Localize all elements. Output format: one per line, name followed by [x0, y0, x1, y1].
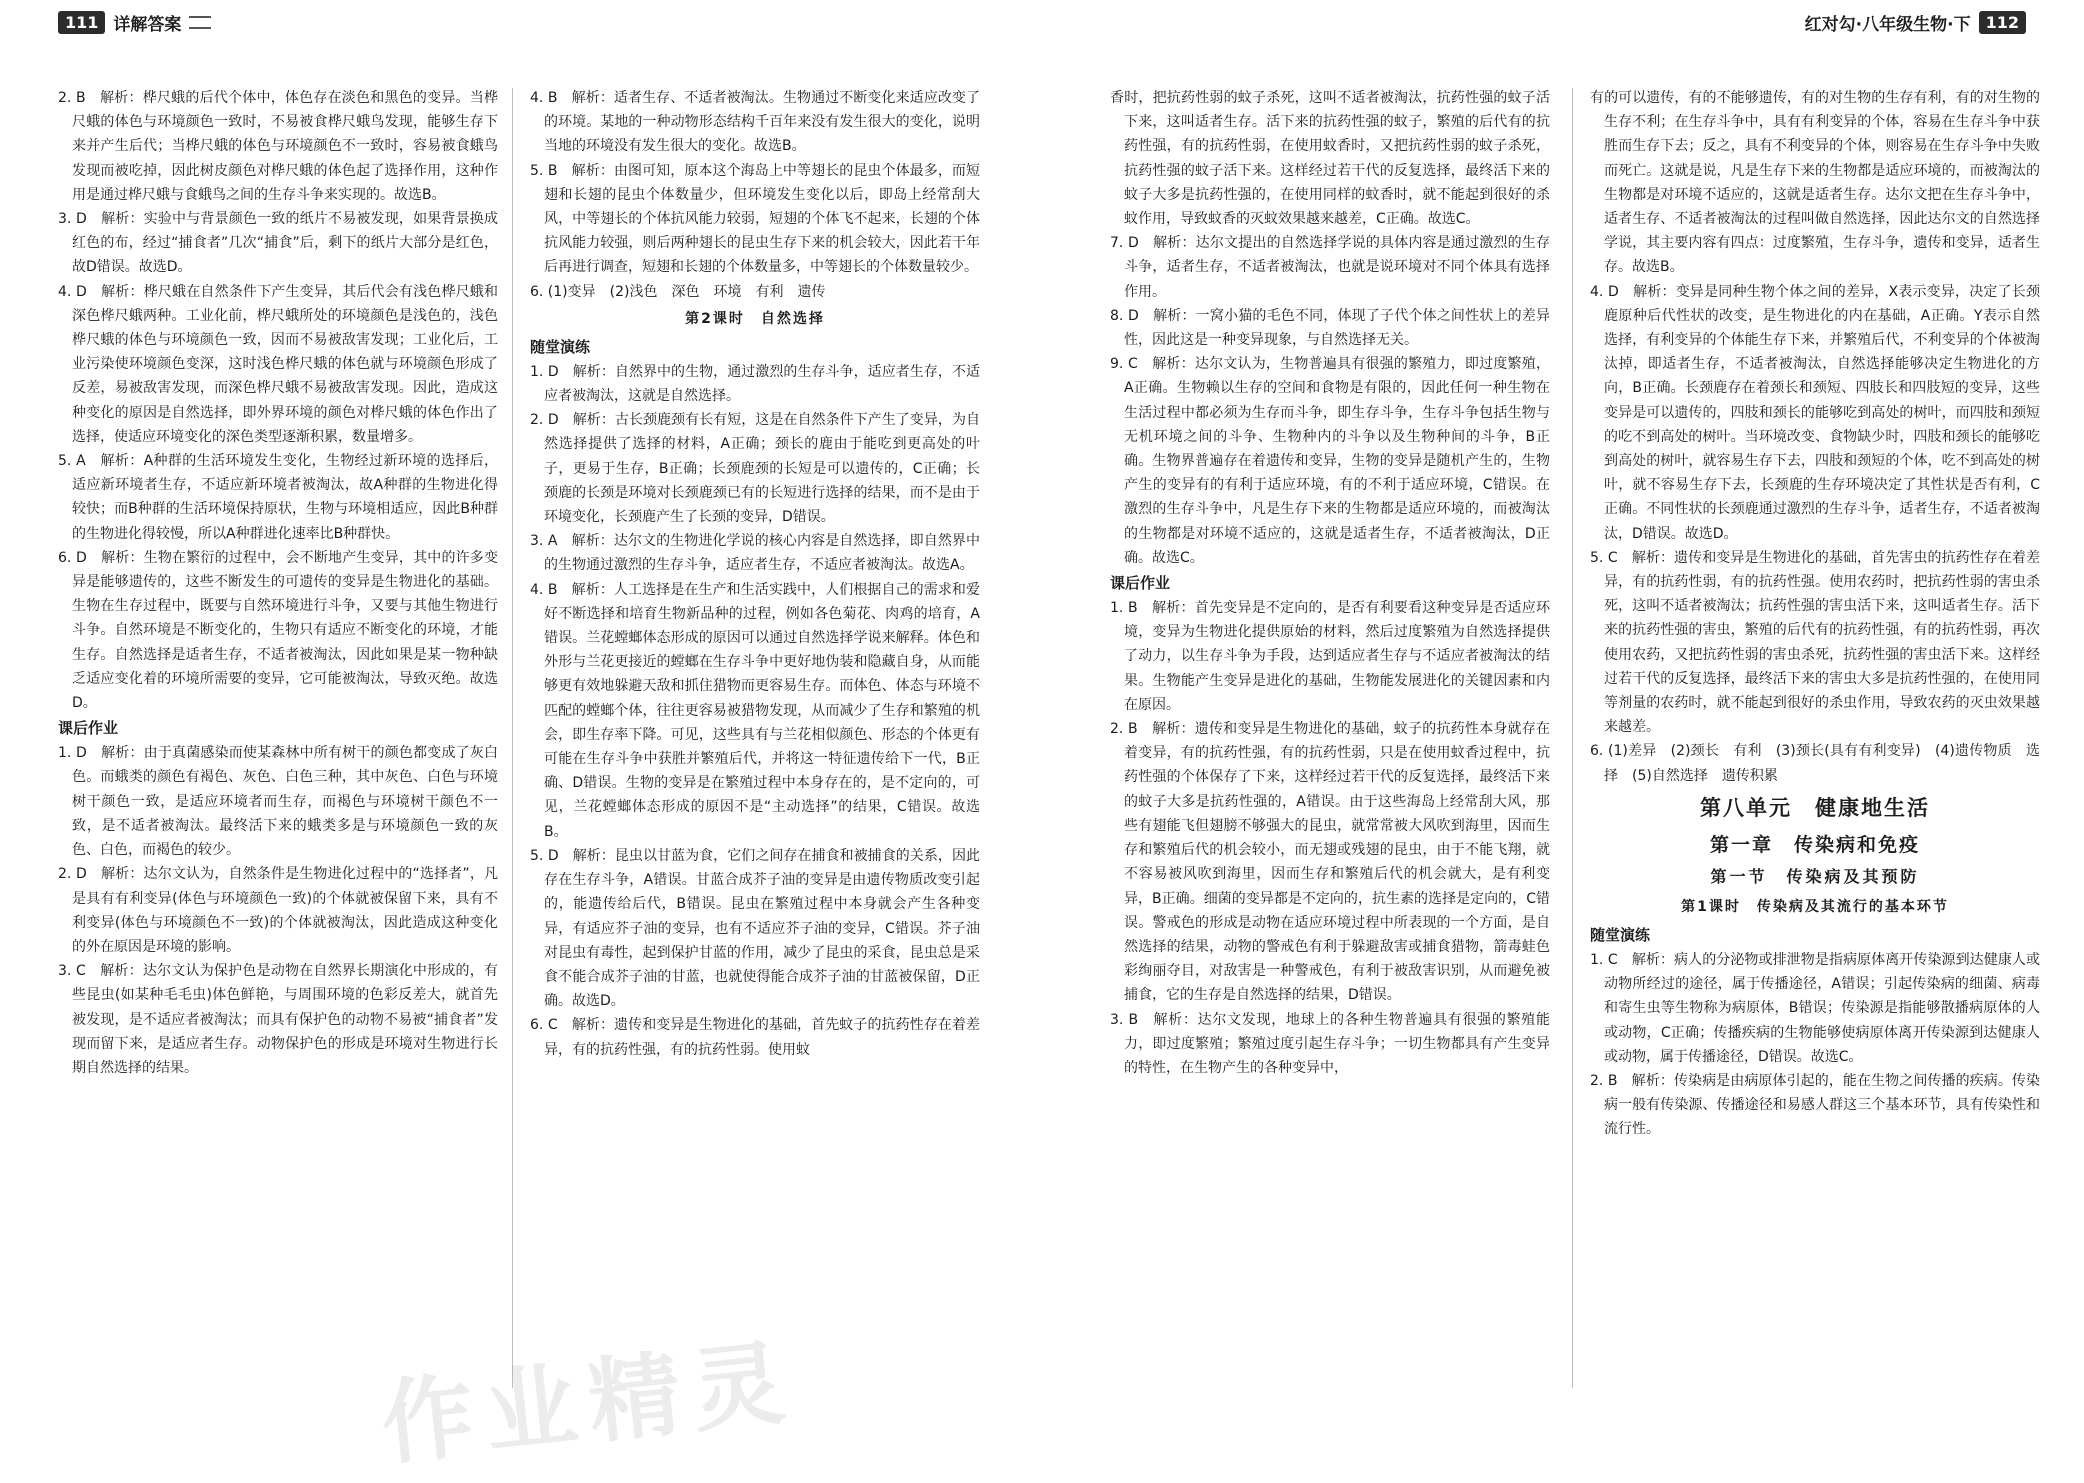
- left-header: [0, 0, 1042, 44]
- answer-item: 有的可以遗传，有的不能够遗传，有的对生物的生存有利，有的对生物的生存不利；在生存斗争中，具有有利变异的个体，容易在生存斗争中获胜而生存下去；反之，具有不利变异的个体，则容易在生存斗争中失败而死亡。这就是说，凡是生存下来的生物都是适应环境的，而被淘汰的生物都是对环境不适应的，这就是适者生存。达尔文把在生存斗争中，适者生存、不适者被淘汰的过程叫做自然选择，因此达尔文的自然选择学说，其主要内容有四点：过度繁殖，生存斗争，遗传和变异，适者生存。故选B。: [1590, 90, 2040, 276]
- text-column-4: [1590, 86, 2040, 1142]
- section-heading: 随堂演练: [530, 337, 591, 356]
- answer-item: 1. B 解析：首先变异是不定向的，是否有利要看这种变异是否适应环境，变异为生物进化提供原始的材料，然后过度繁殖为自然选择提供了动力，以生存斗争为手段，达到适应者生存与不适应者被淘汰的结果。生物能产生变异是进化的基础，生物能发展进化的关键因素和内在原因。: [1110, 600, 1550, 713]
- answer-item: 3. D 解析：实验中与背景颜色一致的纸片不易被发现，如果背景换成红色的布，经过“捕食者”几次“捕食”后，剩下的纸片大部分是红色，故D错误。故选D。: [58, 211, 498, 276]
- answer-item: 1. C 解析：病人的分泌物或排泄物是指病原体离开传染源到达健康人或动物所经过的途径，属于传播途径，A错误；引起传染病的细菌、病毒和寄生虫等生物称为病原体，B错误；传染源是指能够散播病原体的人或动物，C正确；传播疾病的生物能够使病原体离开传染源到达健康人或动物，属于传播途径，D错误。故选C。: [1590, 951, 2040, 1065]
- answer-item: 2. D 解析：古长颈鹿颈有长有短，这是在自然条件下产生了变异，为自然选择提供了选择的材料，A正确；颈长的鹿由于能吃到更高处的叶子，更易于生存，B正确；长颈鹿颈的长短是可以遗传的，C正确；长颈鹿的长颈是环境对长颈鹿颈已有的长短进行选择的结果，而不是由于环境变化，长颈鹿产生了长颈的变异，D错误。: [530, 412, 980, 526]
- answer-item: 5. C 解析：遗传和变异是生物进化的基础，首先害虫的抗药性存在着差异，有的抗药性弱，有的抗药性强。使用农药时，把抗药性弱的害虫杀死，这叫不适者被淘汰；抗药性强的害虫活下来，这叫适者生存。活下来的抗药性强的害虫，繁殖的后代有的抗药性强，有的抗药性弱，再次使用农药，又把抗药性弱的害虫杀死，抗药性强的害虫活下来。这样经过若干代的反复选择，最终活下来的害虫大多是抗药性强的，在使用同等剂量的农药时，就不能起到很好的杀虫作用，导致农药的灭虫效果越来越差。: [1590, 549, 2040, 736]
- answer-item: 2. D 解析：达尔文认为，自然条件是生物进化过程中的“选择者”，凡是具有有利变异(体色与环境颜色一致)的个体就被保留下来，具有不利变异(体色与环境颜色不一致)的个体就被淘汰，因此造成这种变化的外在原因是环境的影响。: [58, 866, 498, 955]
- header-lines-icon: [189, 16, 211, 29]
- answer-item: 4. B 解析：人工选择是在生产和生活实践中，人们根据自己的需求和爱好不断选择和培育生物新品种的过程，例如各色菊花、肉鸡的培育，A错误。兰花螳螂体态形成的原因可以通过自然选择学说来解释。体色和外形与兰花更接近的螳螂在生存斗争中更好地伪装和隐藏自身，从而能够更有效地躲避天敌和抓住猎物而更容易生存。而体色、体态与环境不匹配的螳螂个体，往往更容易被猎物发现，从而减少了生存和繁殖的机会，即生存率下降。可见，这些具有与兰花相似颜色、形态的个体更有可能在生存斗争中获胜并繁殖后代，并将这一特征遗传给下一代，B正确、D错误。生物的变异是在繁殖过程中本身存在的，是不定向的，可见，兰花螳螂体态形成的原因不是“主动选择”的结果，C错误。故选B。: [530, 581, 980, 840]
- unit-heading: 第八单元 健康地生活: [1700, 795, 1930, 820]
- answer-item: 7. D 解析：达尔文提出的自然选择学说的具体内容是通过激烈的生存斗争，适者生存，不适者被淘汰，也就是说环境对不同个体具有选择作用。: [1110, 235, 1550, 300]
- right-header: [1042, 0, 2084, 44]
- text-column-2: [530, 86, 980, 1062]
- column-divider: [512, 88, 513, 1388]
- answer-item: 1. D 解析：由于真菌感染而使某森林中所有树干的颜色都变成了灰白色。而蛾类的颜色有褐色、灰色、白色三种，其中灰色、白色与环境树干颜色一致，是适应环境者而生存，而褐色与环境树干颜色不一致，是不适者被淘汰。最终活下来的蛾类多是与环境颜色一致的灰色、白色，而褐色的较少。: [58, 745, 498, 859]
- answer-item: 6. (1)变异 (2)浅色 深色 环境 有利 遗传: [530, 283, 826, 300]
- answer-item: 5. D 解析：昆虫以甘蓝为食，它们之间存在捕食和被捕食的关系，因此存在生存斗争，A错误。甘蓝合成芥子油的变异是由遗传物质改变引起的，能遗传给后代，B错误。昆虫在繁殖过程中本身就会产生各种变异，有适应芥子油的变异，也有不适应芥子油的变异，C错误。芥子油对昆虫有毒性，起到保护甘蓝的作用，减少了昆虫的采食，昆虫总是采食不能合成芥子油的甘蓝，也就使得能合成芥子油的甘蓝被保留，D正确。故选D。: [530, 847, 980, 1010]
- answer-item: 3. A 解析：达尔文的生物进化学说的核心内容是自然选择，即自然界中的生物通过激烈的生存斗争，适应者生存，不适应者被淘汰。故选A。: [530, 533, 980, 574]
- chapter-heading: 第一章 传染病和免疫: [1709, 833, 1920, 856]
- section-heading: 课后作业: [58, 719, 119, 738]
- header-title: 详解答案: [113, 14, 182, 35]
- answer-item: 3. C 解析：达尔文认为保护色是动物在自然界长期演化中形成的，有些昆虫(如某种毛毛虫)体色鲜艳，与周围环境的色彩反差大，就首先被发现，是不适应者被淘汰；而具有保护色的动物不易被“捕食者”发现而留下来，是适应者生存。动物保护色的形成是环境对生物进行长期自然选择的结果。: [58, 963, 498, 1076]
- left-page: [0, 0, 1042, 1476]
- text-column-3: [1110, 86, 1550, 1080]
- answer-item: 2. B 解析：传染病是由病原体引起的，能在生物之间传播的疾病。传染病一般有传染源、传播途径和易感人群这三个基本环节，具有传染性和流行性。: [1590, 1072, 2040, 1138]
- answer-item: 4. D 解析：变异是同种生物个体之间的差异，X表示变异，决定了长颈鹿原种后代性状的改变，是生物进化的内在基础，A正确。Y表示自然选择，有利变异的个体能生存下来，并繁殖后代，不利变异的个体被淘汰掉，即适者生存，不适者被淘汰，自然选择能够决定生物进化的方向，B正确。长颈鹿存在着颈长和颈短、四肢长和四肢短的变异，这些变异是可以遗传的，四肢和颈长的能够吃到高处的树叶，而四肢和颈短的吃不到高处的树叶。当环境改变、食物缺少时，四肢和颈长的能够吃到高处的树叶，就容易生存下去，四肢和颈短的个体，吃不到高处的树叶，就不容易生存下去，长颈鹿的生存环境决定了其性状是否有利，C正确。不同性状的长颈鹿通过激烈的生存斗争，适者生存，不适者被淘汰，D错误。故选D。: [1590, 283, 2040, 542]
- section-title: 第一节 传染病及其预防: [1710, 866, 1920, 886]
- section-heading: 课后作业: [1110, 574, 1171, 593]
- column-divider: [1572, 88, 1573, 1388]
- answer-item: 2. B 解析：遗传和变异是生物进化的基础，蚊子的抗药性本身就存在着变异，有的抗药性强，有的抗药性弱，只是在使用蚊香过程中，抗药性强的个体保存了下来，这样经过若干代的反复选择，最终活下来的蚊子大多是抗药性强的，A错误。由于这些海岛上经常刮大风，那些有翅能飞但翅膀不够强大的昆虫，就常常被大风吹到海里，因而生存和繁殖后代的机会较小，而无翅或残翅的昆虫，由于不能飞翔，就不容易被风吹到海里，因而生存和繁殖后代的机会就大，是有利变异，B正确。细菌的变异都是不定向的，抗生素的选择是定向的，C错误。警戒色的形成是动物在适应环境过程中所表现的一个方面，是自然选择的结果，动物的警戒色有利于躲避敌害或捕食猎物，箭毒蛙色彩绚丽夺目，对敌害是一种警戒色，有利于被敌害识别，从而避免被捕食，它的生存是自然选择的结果，D错误。: [1110, 721, 1550, 1004]
- header-title: 红对勾·八年级生物·下: [1804, 14, 1971, 35]
- watermark: 作业精灵: [376, 1328, 802, 1479]
- answer-item: 1. D 解析：自然界中的生物，通过激烈的生存斗争，适应者生存，不适应者被淘汰，这就是自然选择。: [530, 363, 980, 405]
- page-number-badge: 112: [1979, 11, 2026, 34]
- answer-item: 6. C 解析：遗传和变异是生物进化的基础，首先蚊子的抗药性存在着差异，有的抗药性强，有的抗药性弱。使用蚊: [530, 1017, 980, 1058]
- answer-item: 4. B 解析：适者生存、不适者被淘汰。生物通过不断变化来适应改变了的环境。某地的一种动物形态结构千百年来没有发生很大的变化，说明当地的环境没有发生很大的变化。故选B。: [530, 90, 980, 155]
- answer-item: 5. B 解析：由图可知，原本这个海岛上中等翅长的昆虫个体最多，而短翅和长翅的昆虫个体数量少，但环境发生变化以后，即岛上经常刮大风，中等翅长的个体抗风能力较弱，短翅的个体飞不起来，长翅的个体抗风能力较强，则后两种翅长的昆虫生存下来的机会较大，因此若干年后再进行调查，短翅和长翅的个体数量多，中等翅长的个体数量较少。: [530, 162, 980, 276]
- answer-item: 9. C 解析：达尔文认为，生物普遍具有很强的繁殖力，即过度繁殖，A正确。生物赖以生存的空间和食物是有限的，因此任何一种生物在生活过程中都必须为生存而斗争，即生存斗争，生存斗争包括生物与无机环境之间的斗争、生物种内的斗争以及生物种间的斗争，B正确。生物界普遍存在着遗传和变异，生物的变异是随机产生的，生物产生的变异有的有利于适应环境，有的不利于适应环境，C错误。在激烈的生存斗争中，凡是生存下来的生物都是适应环境的，而被淘汰的生物都是对环境不适应的，这就是适者生存，不适者被淘汰，D正确。故选C。: [1110, 356, 1550, 566]
- section-heading: 随堂演练: [1590, 925, 1651, 944]
- answer-item: 6. D 解析：生物在繁衍的过程中，会不断地产生变异，其中的许多变异是能够遗传的，这些不断发生的可遗传的变异是生物进化的基础。生物在生存过程中，既要与自然环境进行斗争，又要与其他生物进行斗争。自然环境是不断变化的，生物只有适应不断变化的环境，才能生存。自然选择是适者生存，不适者被淘汰，因此如果是某一物种缺乏适应变化着的环境所需要的变异，它可能被淘汰，导致灭绝。故选D。: [58, 549, 498, 712]
- answer-item: 6. (1)差异 (2)颈长 有利 (3)颈长(具有有利变异) (4)遗传物质 选择 (5)自然选择 遗传积累: [1590, 743, 2040, 784]
- answer-item: 5. A 解析：A种群的生活环境发生变化，生物经过新环境的选择后，适应新环境者生存，不适应新环境者被淘汰，故A种群的生物进化得较快；而B种群的生活环境保持原状，生物与环境相适应，因此B种群的生物进化得较慢，所以A种群进化速率比B种群快。: [58, 453, 498, 542]
- answer-item: 2. B 解析：桦尺蛾的后代个体中，体色存在淡色和黑色的变异。当桦尺蛾的体色与环境颜色一致时，不易被食桦尺蛾鸟发现，能够生存下来并产生后代；当桦尺蛾的体色与环境颜色不一致时，容易被食蛾鸟发现而被吃掉，因此树皮颜色对桦尺蛾的体色起了选择作用，这种作用是通过桦尺蛾与食蛾鸟之间的生存斗争来实现的。故选B。: [58, 90, 498, 203]
- lesson-heading: 第2课时 自然选择: [685, 310, 825, 327]
- answer-item: 8. D 解析：一窝小猫的毛色不同，体现了子代个体之间性状上的差异性，因此这是一种变异现象，与自然选择无关。: [1110, 307, 1550, 349]
- text-column-1: [58, 86, 498, 1080]
- lesson-heading: 第1课时 传染病及其流行的基本环节: [1681, 898, 1949, 915]
- right-page: [1042, 0, 2084, 1476]
- answer-item: 4. D 解析：桦尺蛾在自然条件下产生变异，其后代会有浅色桦尺蛾和深色桦尺蛾两种。工业化前，桦尺蛾所处的环境颜色是浅色的，浅色桦尺蛾的体色与环境颜色一致，因而不易被敌害发现；工业化后，工业污染使环境颜色变深，这时浅色桦尺蛾的体色就与环境颜色形成了反差，易被敌害发现，而深色桦尺蛾不易被敌害发现。因此，造成这种变化的原因是自然选择，即外界环境的颜色对桦尺蛾的体色作出了选择，使适应环境变化的深色类型逐渐积累，数量增多。: [58, 283, 498, 445]
- answer-item: 香时，把抗药性弱的蚊子杀死，这叫不适者被淘汰，抗药性强的蚊子活下来，这叫适者生存。活下来的抗药性强的蚊子，繁殖的后代有的抗药性强，有的抗药性弱，在使用蚊香时，又把抗药性弱的蚊子杀死，抗药性强的蚊子活下来。这样经过若干代的反复选择，最终活下来的蚊子大多是抗药性强的，在使用同样的蚊香时，就不能起到很好的杀蚊作用，导致蚊香的灭蚊效果越来越差，C正确。故选C。: [1110, 90, 1550, 228]
- page-number-badge: 111: [58, 11, 105, 34]
- answer-item: 3. B 解析：达尔文发现，地球上的各种生物普遍具有很强的繁殖能力，即过度繁殖；繁殖过度引起生存斗争；一切生物都具有产生变异的特性，在生物产生的各种变异中，: [1110, 1011, 1550, 1076]
